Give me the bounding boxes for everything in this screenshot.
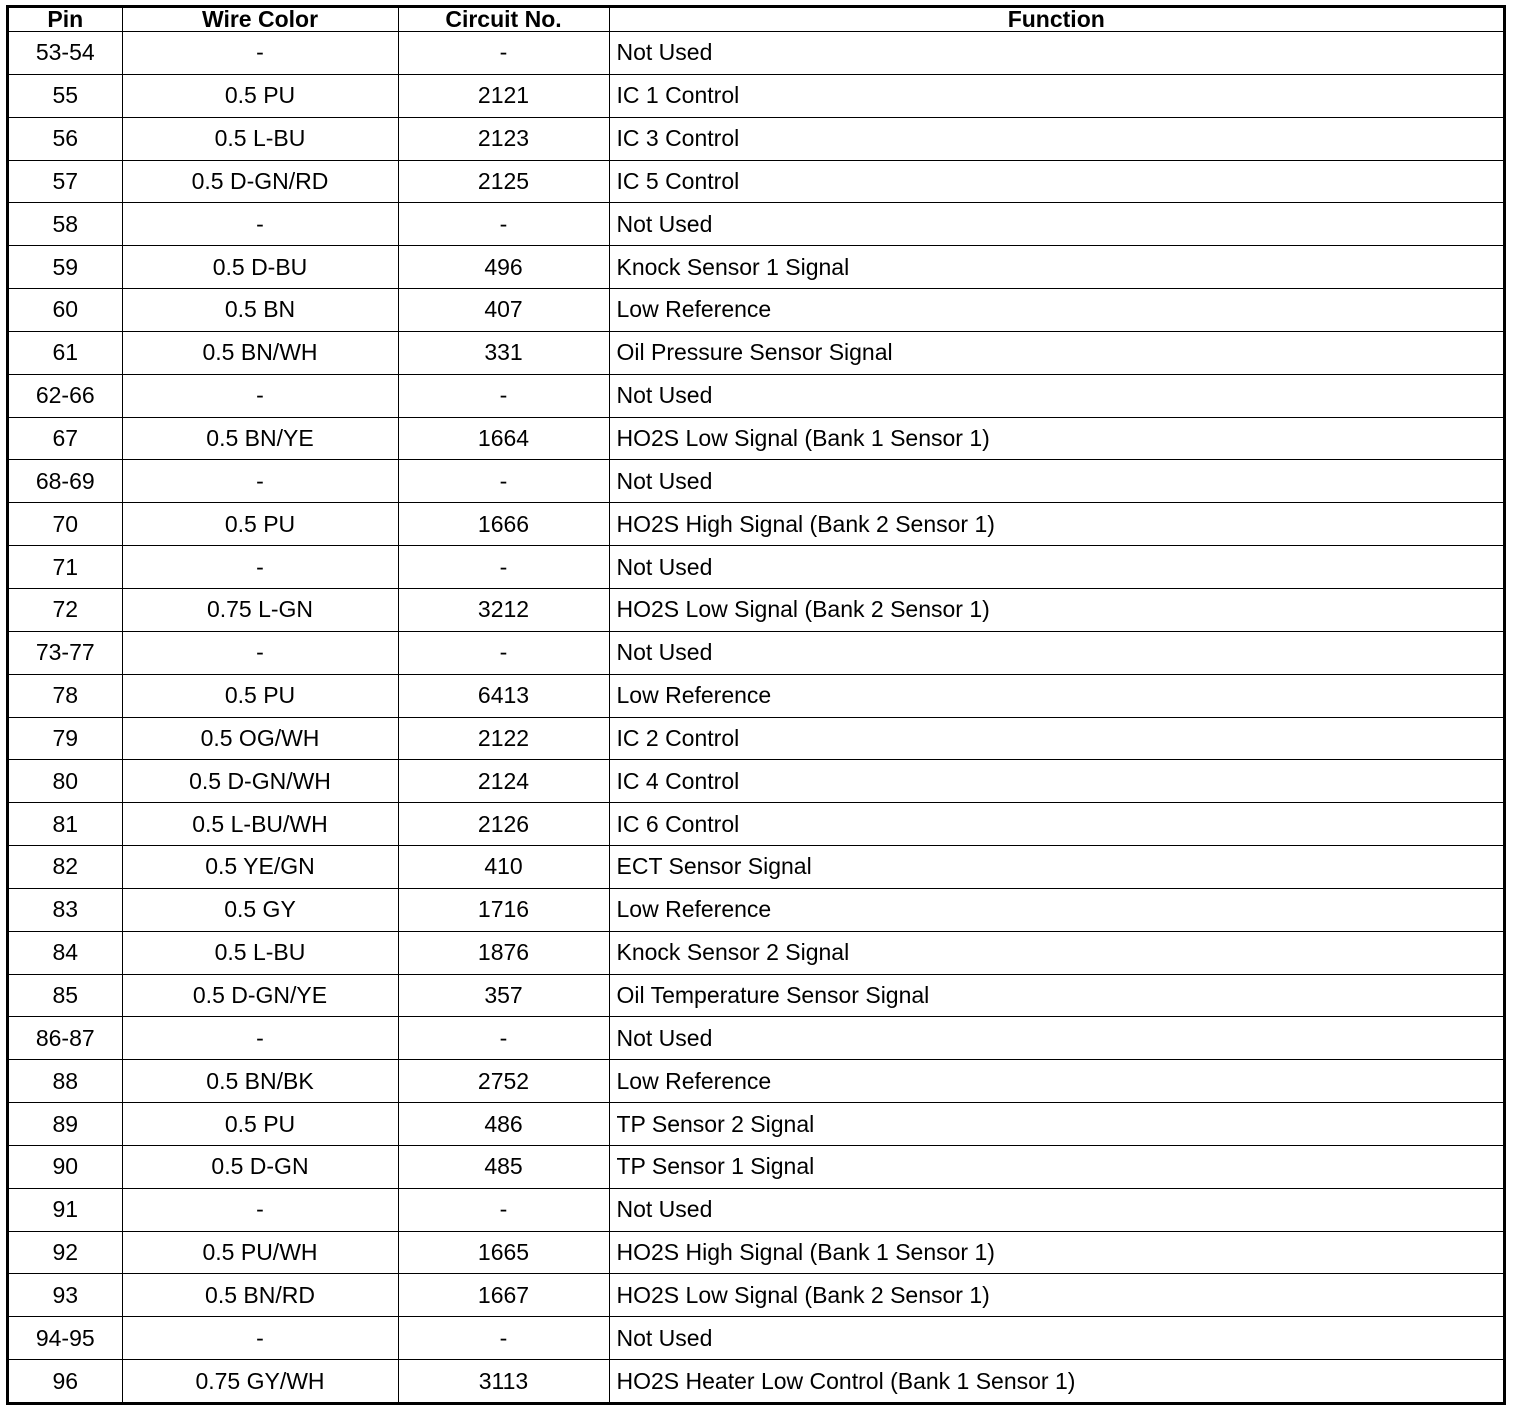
table-row <box>9 289 1503 332</box>
pin-cell: 88 <box>9 1060 122 1103</box>
pin-cell: 92 <box>9 1231 122 1274</box>
pin-cell: 80 <box>9 760 122 803</box>
circuit-no-cell: 1664 <box>398 417 609 460</box>
table-row <box>9 460 1503 503</box>
table-row <box>9 117 1503 160</box>
pin-cell: 89 <box>9 1103 122 1146</box>
circuit-no-cell: - <box>398 546 609 589</box>
header-pin: Pin <box>9 8 122 32</box>
pin-cell: 73-77 <box>9 631 122 674</box>
table-row <box>9 717 1503 760</box>
pin-cell: 59 <box>9 246 122 289</box>
function-cell: ECT Sensor Signal <box>609 846 1503 889</box>
pin-cell: 93 <box>9 1274 122 1317</box>
table-row <box>9 888 1503 931</box>
wire-color-cell: - <box>122 460 398 503</box>
function-cell: Not Used <box>609 374 1503 417</box>
circuit-no-cell: 2122 <box>398 717 609 760</box>
circuit-no-cell: 1665 <box>398 1231 609 1274</box>
table-row <box>9 1274 1503 1317</box>
pin-cell: 53-54 <box>9 32 122 75</box>
wire-color-cell: 0.5 BN/BK <box>122 1060 398 1103</box>
connector-pinout-table-frame <box>6 5 1506 1405</box>
circuit-no-cell: 2124 <box>398 760 609 803</box>
table-row <box>9 1145 1503 1188</box>
wire-color-cell: 0.5 PU/WH <box>122 1231 398 1274</box>
wire-color-cell: - <box>122 32 398 75</box>
wire-color-cell: - <box>122 1017 398 1060</box>
wire-color-cell: 0.5 PU <box>122 503 398 546</box>
table-row <box>9 203 1503 246</box>
circuit-no-cell: 1876 <box>398 931 609 974</box>
table-row <box>9 331 1503 374</box>
circuit-no-cell: 1716 <box>398 888 609 931</box>
function-cell: Not Used <box>609 460 1503 503</box>
table-row <box>9 803 1503 846</box>
wire-color-cell: 0.5 GY <box>122 888 398 931</box>
wire-color-cell: 0.5 PU <box>122 674 398 717</box>
function-cell: HO2S Heater Low Control (Bank 1 Sensor 1) <box>609 1360 1503 1402</box>
table-row <box>9 1317 1503 1360</box>
pin-cell: 70 <box>9 503 122 546</box>
wire-color-cell: 0.5 D-GN <box>122 1145 398 1188</box>
table-header-row <box>9 8 1503 32</box>
wire-color-cell: - <box>122 1317 398 1360</box>
table-row <box>9 1060 1503 1103</box>
pin-cell: 62-66 <box>9 374 122 417</box>
pin-cell: 81 <box>9 803 122 846</box>
circuit-no-cell: - <box>398 1017 609 1060</box>
header-circuit-no: Circuit No. <box>398 8 609 32</box>
function-cell: Low Reference <box>609 1060 1503 1103</box>
table-row <box>9 503 1503 546</box>
table-row <box>9 32 1503 75</box>
pin-cell: 85 <box>9 974 122 1017</box>
function-cell: HO2S Low Signal (Bank 2 Sensor 1) <box>609 588 1503 631</box>
circuit-no-cell: 2121 <box>398 74 609 117</box>
wire-color-cell: - <box>122 546 398 589</box>
wire-color-cell: 0.5 OG/WH <box>122 717 398 760</box>
circuit-no-cell: 357 <box>398 974 609 1017</box>
header-wire-color: Wire Color <box>122 8 398 32</box>
wire-color-cell: 0.5 D-GN/RD <box>122 160 398 203</box>
function-cell: Not Used <box>609 631 1503 674</box>
function-cell: HO2S High Signal (Bank 1 Sensor 1) <box>609 1231 1503 1274</box>
header-function: Function <box>609 8 1503 32</box>
circuit-no-cell: 485 <box>398 1145 609 1188</box>
circuit-no-cell: 2752 <box>398 1060 609 1103</box>
table-row <box>9 588 1503 631</box>
function-cell: Oil Temperature Sensor Signal <box>609 974 1503 1017</box>
wire-color-cell: - <box>122 203 398 246</box>
function-cell: HO2S Low Signal (Bank 2 Sensor 1) <box>609 1274 1503 1317</box>
circuit-no-cell: - <box>398 460 609 503</box>
circuit-no-cell: - <box>398 32 609 75</box>
circuit-no-cell: 2126 <box>398 803 609 846</box>
pin-cell: 58 <box>9 203 122 246</box>
pin-cell: 72 <box>9 588 122 631</box>
circuit-no-cell: 496 <box>398 246 609 289</box>
pin-cell: 90 <box>9 1145 122 1188</box>
pin-cell: 60 <box>9 289 122 332</box>
table-row <box>9 374 1503 417</box>
function-cell: Not Used <box>609 546 1503 589</box>
wire-color-cell: 0.5 L-BU/WH <box>122 803 398 846</box>
circuit-no-cell: 3113 <box>398 1360 609 1402</box>
function-cell: Not Used <box>609 32 1503 75</box>
table-row <box>9 846 1503 889</box>
function-cell: Low Reference <box>609 674 1503 717</box>
function-cell: Not Used <box>609 203 1503 246</box>
table-row <box>9 1360 1503 1402</box>
function-cell: Oil Pressure Sensor Signal <box>609 331 1503 374</box>
connector-pinout-table <box>9 8 1503 1402</box>
function-cell: IC 2 Control <box>609 717 1503 760</box>
wire-color-cell: 0.5 BN/WH <box>122 331 398 374</box>
function-cell: HO2S High Signal (Bank 2 Sensor 1) <box>609 503 1503 546</box>
table-body <box>9 32 1503 1403</box>
pin-cell: 67 <box>9 417 122 460</box>
function-cell: IC 5 Control <box>609 160 1503 203</box>
circuit-no-cell: 1667 <box>398 1274 609 1317</box>
pin-cell: 82 <box>9 846 122 889</box>
pin-cell: 79 <box>9 717 122 760</box>
function-cell: IC 6 Control <box>609 803 1503 846</box>
wire-color-cell: - <box>122 374 398 417</box>
pin-cell: 96 <box>9 1360 122 1402</box>
table-row <box>9 1017 1503 1060</box>
circuit-no-cell: 2125 <box>398 160 609 203</box>
wire-color-cell: 0.5 D-GN/YE <box>122 974 398 1017</box>
wire-color-cell: 0.5 PU <box>122 1103 398 1146</box>
pin-cell: 83 <box>9 888 122 931</box>
pin-cell: 61 <box>9 331 122 374</box>
function-cell: TP Sensor 1 Signal <box>609 1145 1503 1188</box>
circuit-no-cell: - <box>398 1317 609 1360</box>
circuit-no-cell: - <box>398 374 609 417</box>
wire-color-cell: - <box>122 1188 398 1231</box>
function-cell: Low Reference <box>609 888 1503 931</box>
pin-cell: 84 <box>9 931 122 974</box>
function-cell: IC 1 Control <box>609 74 1503 117</box>
pin-cell: 68-69 <box>9 460 122 503</box>
table-row <box>9 1231 1503 1274</box>
circuit-no-cell: - <box>398 203 609 246</box>
function-cell: IC 3 Control <box>609 117 1503 160</box>
function-cell: HO2S Low Signal (Bank 1 Sensor 1) <box>609 417 1503 460</box>
wire-color-cell: 0.5 L-BU <box>122 931 398 974</box>
table-row <box>9 931 1503 974</box>
wire-color-cell: 0.5 BN/RD <box>122 1274 398 1317</box>
wire-color-cell: 0.5 YE/GN <box>122 846 398 889</box>
function-cell: Not Used <box>609 1017 1503 1060</box>
pin-cell: 78 <box>9 674 122 717</box>
wire-color-cell: 0.5 L-BU <box>122 117 398 160</box>
pin-cell: 55 <box>9 74 122 117</box>
table-row <box>9 974 1503 1017</box>
function-cell: IC 4 Control <box>609 760 1503 803</box>
wire-color-cell: 0.5 D-BU <box>122 246 398 289</box>
function-cell: Knock Sensor 2 Signal <box>609 931 1503 974</box>
table-row <box>9 760 1503 803</box>
table-row <box>9 417 1503 460</box>
table-row <box>9 1188 1503 1231</box>
pin-cell: 91 <box>9 1188 122 1231</box>
circuit-no-cell: - <box>398 1188 609 1231</box>
circuit-no-cell: - <box>398 631 609 674</box>
pin-cell: 56 <box>9 117 122 160</box>
pin-cell: 71 <box>9 546 122 589</box>
table-row <box>9 1103 1503 1146</box>
wire-color-cell: 0.75 GY/WH <box>122 1360 398 1402</box>
circuit-no-cell: 2123 <box>398 117 609 160</box>
wire-color-cell: 0.5 D-GN/WH <box>122 760 398 803</box>
wire-color-cell: 0.75 L-GN <box>122 588 398 631</box>
circuit-no-cell: 331 <box>398 331 609 374</box>
circuit-no-cell: 407 <box>398 289 609 332</box>
wire-color-cell: 0.5 PU <box>122 74 398 117</box>
table-row <box>9 674 1503 717</box>
circuit-no-cell: 6413 <box>398 674 609 717</box>
table-row <box>9 631 1503 674</box>
function-cell: Not Used <box>609 1188 1503 1231</box>
pin-cell: 86-87 <box>9 1017 122 1060</box>
table-row <box>9 160 1503 203</box>
circuit-no-cell: 3212 <box>398 588 609 631</box>
function-cell: TP Sensor 2 Signal <box>609 1103 1503 1146</box>
wire-color-cell: - <box>122 631 398 674</box>
table-row <box>9 246 1503 289</box>
function-cell: Low Reference <box>609 289 1503 332</box>
circuit-no-cell: 410 <box>398 846 609 889</box>
circuit-no-cell: 1666 <box>398 503 609 546</box>
function-cell: Knock Sensor 1 Signal <box>609 246 1503 289</box>
circuit-no-cell: 486 <box>398 1103 609 1146</box>
pin-cell: 94-95 <box>9 1317 122 1360</box>
wire-color-cell: 0.5 BN <box>122 289 398 332</box>
table-row <box>9 74 1503 117</box>
table-row <box>9 546 1503 589</box>
pin-cell: 57 <box>9 160 122 203</box>
wire-color-cell: 0.5 BN/YE <box>122 417 398 460</box>
function-cell: Not Used <box>609 1317 1503 1360</box>
